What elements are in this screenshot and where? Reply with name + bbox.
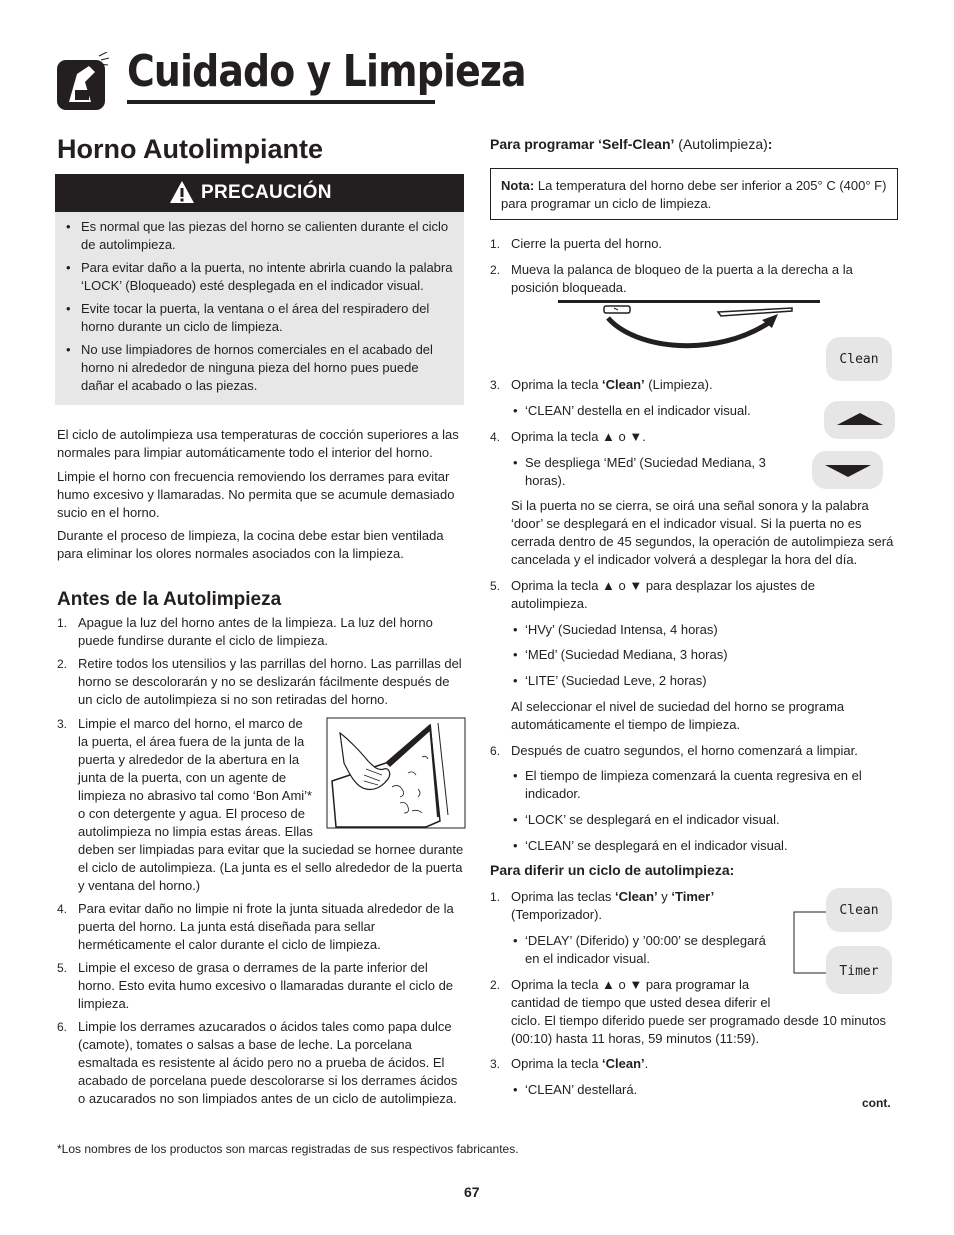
subsection-title: Antes de la Autolimpieza [57,589,282,610]
list-number: 6. [490,744,501,758]
oven-door-cleaning-illustration [326,717,468,831]
note-box [490,168,898,220]
program-step-5-bullet: • ‘HVy’ (Suciedad Intensa, 4 horas) [513,622,718,637]
delay-step-2: Oprima la tecla ▲ o ▼ para programar la cantidad de tiempo que usted desea diferir el [511,977,771,1010]
cleaning-spray-icon [55,52,109,112]
delay-step-3-bullet: • ‘CLEAN’ destellará. [513,1082,638,1097]
program-step-3: Oprima la tecla ‘Clean’ (Limpieza). [511,377,713,392]
program-step-5: Oprima la tecla ▲ o ▼ para desplazar los ajustes de autolimpieza. [511,578,815,611]
program-step-1: Cierre la puerta del horno. [511,236,663,251]
program-step-6: Después de cuatro segundos, el horno comenzará a limpiar. [511,743,858,758]
clean-key-label: Clean [839,903,879,918]
timer-key-button[interactable] [826,946,892,994]
door-lock-lever-diagram [556,298,822,360]
intro-paragraph-2: Limpie el horno con frecuencia removiendo los derrames para evitar humo excesivo y llamaradas. No permita que se acumule demasiado sucio en el horno. [57,469,455,520]
warning-icon [169,180,195,204]
list-number: 4. [490,430,501,444]
caution-item: • Evite tocar la puerta, la ventana o el área del respiradero del horno durante un ciclo de limpieza. [79,300,455,336]
continued-label: cont. [862,1096,891,1110]
program-step-2: Mueva la palanca de bloqueo de la puerta a la derecha a la posición bloqueada. [511,262,853,295]
list-number: 5. [57,961,68,975]
clean-key-button[interactable] [826,337,892,381]
caution-header [55,174,464,212]
header-rule [127,100,435,104]
program-step-5-note: Al seleccionar el nivel de suciedad del horno se programa automáticamente el tiempo de limpieza. [511,699,845,732]
program-step-6-bullet: • El tiempo de limpieza comenzará la cuenta regresiva en el indicador. [513,768,862,801]
footnote: *Los nombres de los productos son marcas registradas de sus respectivos fabricantes. [57,1142,519,1156]
note-text: La temperatura del horno debe ser inferior a 205° C (400° F) para programar un ciclo de limpieza. [501,178,887,211]
list-number: 1. [490,890,501,904]
list-number: 1. [57,616,68,630]
program-step-6-bullet: • ‘CLEAN’ se desplegará en el indicador visual. [513,838,788,853]
before-item-4: Para evitar daño no limpie ni frote la junta situada alrededor de la puerta del horno. La junta está diseñada para sellar herméticamente el calor durante el ciclo de limpieza. [78,901,454,952]
list-number: 5. [490,579,501,593]
list-number: 2. [57,657,68,671]
up-arrow-key-button[interactable] [824,401,895,439]
list-number: 3. [490,378,501,392]
caution-item: • Para evitar daño a la puerta, no intente abrirla cuando la palabra ‘LOCK’ (Bloqueado) esté desplegada en el indicador visual. [79,259,455,295]
before-item-3: Limpie el marco del horno, el marco de la puerta, el área fuera de la junta de la puerta y alrededor de la abertura en la junta de la puerta, con un agente de limpieza no abrasivo tal como ‘Bon Ami’* o con detergente y agua. El proceso de autolimpieza no limpia estas áreas. Ellas deben ser limpiadas para evitar que la suciedad se hornee durante el ciclo de autolimpieza. (La junta es el sello alrededor de la puerta y ventana del horno.) [78,715,468,895]
down-arrow-icon [812,451,883,489]
list-number: 6. [57,1020,68,1034]
program-step-6-bullet: • ‘LOCK’ se desplegará en el indicador visual. [513,812,780,827]
delay-step-1-bullet: • ‘DELAY’ (Diferido) y ’00:00’ se desplegará en el indicador visual. [513,933,766,966]
before-item-1: Apague la luz del horno antes de la limpieza. La luz del horno puede fundirse durante el ciclo de limpieza. [78,615,433,648]
intro-paragraph-1: El ciclo de autolimpieza usa temperaturas de cocción superiores a las normales para limpiar automáticamente todo el interior del horno. [57,427,459,460]
clean-key-button[interactable] [826,888,892,932]
before-item-6: Limpie los derrames azucarados o ácidos tales como papa dulce (camote), tomates o salsas a base de leche. La porcelana esmaltada es resistente al ácido pero no a prueba de ácidos. El acabado de porcelana puede descolorarse si los derrames ácidos o azucarados no son limpiados antes de un ciclo de autolimpieza. [78,1019,458,1106]
list-number: 3. [57,717,68,731]
list-number: 2. [490,263,501,277]
before-item-5: Limpie el exceso de grasa o derrames de la parte inferior del horno. Esto evita humo excesivo o llamaradas durante el ciclo de limpieza. [78,960,454,1011]
caution-item: • No use limpiadores de hornos comerciales en el acabado del horno ni alrededor de ninguna pieza del horno pues puede dañar el acabado o las piezas. [79,341,455,395]
list-number: 3. [490,1057,501,1071]
page-number: 67 [464,1184,480,1200]
caution-label: PRECAUCIÓN [201,182,332,203]
timer-key-label: Timer [839,964,879,979]
program-step-4: Oprima la tecla ▲ o ▼. [511,429,646,444]
down-arrow-key-button[interactable] [812,451,883,489]
before-item-2: Retire todos los utensilios y las parrillas del horno. Las parrillas del horno se descolorarán y no se deslizarán fácilmente después de un ciclo de autolimpieza si no son retiradas del horno. [78,656,462,707]
delay-step-2-cont: ciclo. El tiempo diferido puede ser programado desde 10 minutos (00:10) hasta 11 horas, 59 minutos (11:59). [511,1013,887,1046]
program-step-4-bullet: • Se despliega ‘MEd’ (Suciedad Mediana, 3 horas). [513,455,766,488]
clean-key-label: Clean [839,352,879,367]
program-title: Para programar ‘Self-Clean’ (Autolimpieza): [490,136,773,152]
delay-title: Para diferir un ciclo de autolimpieza: [490,862,735,878]
caution-box [55,174,464,405]
list-number: 4. [57,902,68,916]
delay-step-3: Oprima la tecla ‘Clean’. [511,1056,649,1071]
section-title: Horno Autolimpiante [57,134,323,164]
program-step-5-bullet: • ‘MEd’ (Suciedad Mediana, 3 horas) [513,647,728,662]
list-number: 1. [490,237,501,251]
caution-list [55,218,455,400]
program-step-5-bullet: • ‘LITE’ (Suciedad Leve, 2 horas) [513,673,707,688]
program-step-3-bullet: • ‘CLEAN’ destella en el indicador visual. [513,403,751,418]
program-step-4-note: Si la puerta no se cierra, se oirá una señal sonora y la palabra ‘door’ se desplegará en el indicador visual. Si la puerta no es cerrada dentro de 45 segundos, la operación de autolimpieza será cancelada y el indicador volverá a desplegar la hora del día. [511,498,894,567]
caution-item: • Es normal que las piezas del horno se calienten durante el ciclo de autolimpieza. [79,218,455,254]
delay-step-1: Oprima las teclas ‘Clean’ y ‘Timer’ (Temporizador). [511,889,715,922]
page-header-title: Cuidado y Limpieza [127,46,526,97]
note-label: Nota: [501,178,535,193]
list-number: 2. [490,978,501,992]
intro-paragraph-3: Durante el proceso de limpieza, la cocina debe estar bien ventilada para eliminar los olores normales asociados con la limpieza. [57,528,444,561]
up-arrow-icon [824,401,895,439]
